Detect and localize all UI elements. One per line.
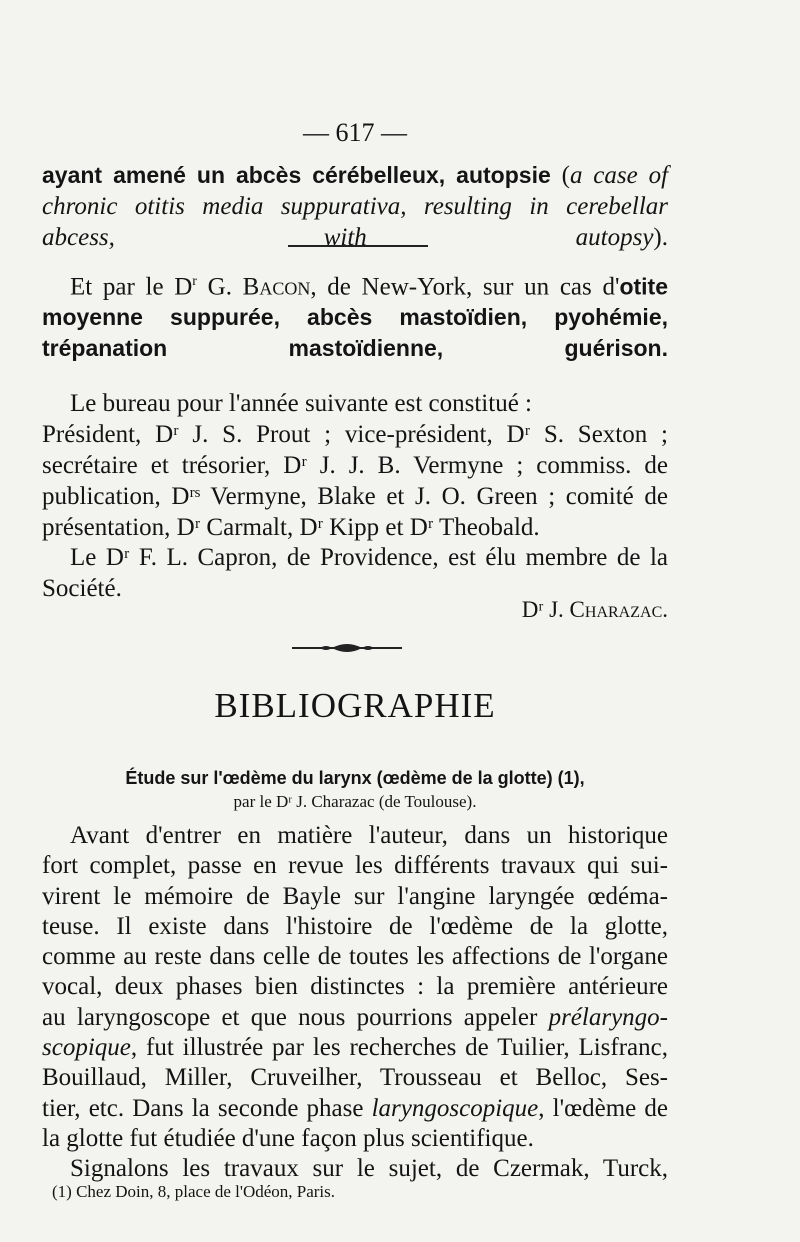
page-number: — 617 — [303,118,407,147]
text-line: teuse. Il existe dans l'histoire de l'œdème de la glotte, [42,912,668,940]
text-fragment: , de New-York, sur un cas d' [310,273,620,301]
ornament-divider [292,640,402,656]
text-fragment: ). [653,224,668,251]
text-line: fort complet, passe en revue les différents travaux qui sui- [42,852,668,880]
text-line: Le Dʳ F. L. Capron, de Providence, est élu membre de la [70,544,668,571]
text-fragment: Et par le D [70,273,193,301]
text-line [42,1003,668,1033]
superscript: r [192,274,197,289]
text-line: vocal, deux phases bien distinctes : la première antérieure [42,973,668,1001]
text-line: Le bureau pour l'année suivante est constitué : [70,390,532,417]
text-line: Signalons les travaux sur le sujet, de Czermak, Turck, [70,1155,668,1183]
article-body [42,821,668,1185]
text-fragment: tier, etc. Dans la seconde phase [42,1094,372,1122]
text-line [42,1094,668,1124]
text-fragment: , l'œdème de [538,1094,669,1122]
text-line: Président, Dʳ J. S. Prout ; vice-président, Dʳ S. Sexton ; [42,421,668,448]
paragraph-bacon [42,266,668,364]
text-line: secrétaire et trésorier, Dʳ J. J. B. Vermyne ; commiss. de [42,452,668,479]
bold-phrase: otite moyenne suppurée, abcès mastoïdien, pyohémie, trépanation mastoïdienne, guérison. [42,273,669,362]
text-line: virent le mémoire de Bayle sur l'angine laryngée œdéma- [42,882,668,910]
paragraph-bureau [42,388,668,543]
text-line: Société. [42,575,122,602]
text-line: Avant d'entrer en matière l'auteur, dans un historique [70,822,668,849]
paragraph-capron [42,542,668,604]
text-fragment: , fut illustrée par les recherches de Tuilier, Lisfranc, [130,1034,668,1062]
paragraph-autopsy [42,160,668,253]
footnote: (1) Chez Doin, 8, place de l'Odéon, Paris. [52,1182,336,1201]
separator-rule [288,245,428,247]
article-title: Étude sur l'œdème du larynx (œdème de la glotte) (1), [125,768,585,788]
section-title: BIBLIOGRAPHIE [214,686,496,725]
text-line: Bouillaud, Miller, Cruveilher, Trousseau et Belloc, Ses- [42,1064,668,1092]
italic-phrase: a case of chronic otitis media suppurativa, resulting in cerebellar abcess, with autopsy [42,162,669,251]
person-name: Bacon [242,273,311,301]
text-line [42,1033,668,1063]
text-fragment: ( [550,162,570,189]
text-line: publication, Dʳˢ Vermyne, Blake et J. O. Green ; comité de [42,483,668,510]
italic-term: scopique [42,1034,131,1062]
text-fragment: au laryngoscope et que nous pourrions appeler [42,1003,549,1031]
signature: Dʳ J. Charazac. [521,597,668,622]
text-line: la glotte fut étudiée d'une façon plus scientifique. [42,1124,534,1152]
article-byline: par le Dʳ J. Charazac (de Toulouse). [233,792,477,811]
italic-term: prélaryngo- [548,1003,668,1031]
italic-term: laryngoscopique [371,1094,539,1122]
bold-phrase: ayant amené un abcès cérébelleux, autopsie [42,162,551,188]
text-fragment: G. [196,273,243,301]
text-line: comme au reste dans celle de toutes les affections de l'organe [42,943,668,971]
text-line: présentation, Dʳ Carmalt, Dʳ Kipp et Dʳ Theobald. [42,514,540,541]
